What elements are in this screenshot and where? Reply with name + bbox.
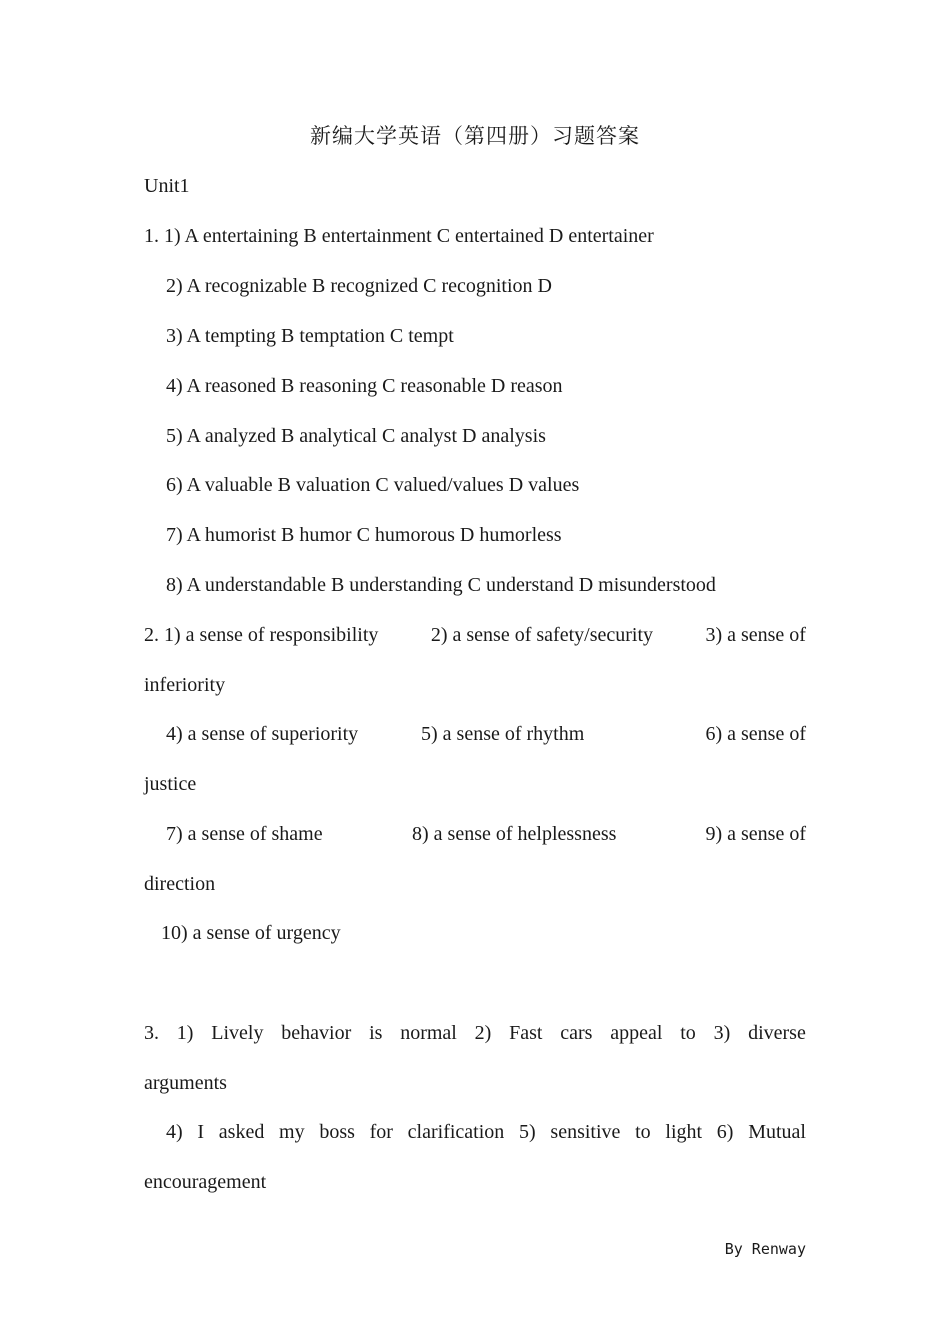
ex2-row-2-cont: justice bbox=[144, 773, 197, 795]
ex3-word: 4) bbox=[166, 1121, 183, 1143]
ex3-word: my bbox=[279, 1121, 305, 1143]
ex3-word: sensitive bbox=[550, 1121, 621, 1143]
ex1-line-4: 4) A reasoned B reasoning C reasonable D reason bbox=[166, 375, 563, 397]
ex2-item: 2) a sense of safety/security bbox=[430, 624, 653, 646]
ex2-item: 8) a sense of helplessness bbox=[412, 823, 617, 845]
ex3-row-1 bbox=[144, 1019, 806, 1047]
ex1-line-3: 3) A tempting B temptation C tempt bbox=[166, 325, 454, 347]
ex3-word: clarification bbox=[407, 1121, 505, 1143]
ex3-word: Mutual bbox=[748, 1121, 806, 1143]
ex3-word: boss bbox=[319, 1121, 355, 1143]
ex2-item: 7) a sense of shame bbox=[166, 823, 323, 845]
ex3-word: I bbox=[197, 1121, 205, 1143]
ex3-row-1-cont: arguments bbox=[144, 1072, 227, 1094]
ex3-word: to bbox=[680, 1022, 696, 1044]
ex3-word: appeal bbox=[610, 1022, 663, 1044]
ex1-line-2: 2) A recognizable B recognized C recognition D bbox=[166, 275, 552, 297]
ex3-word: normal bbox=[400, 1022, 457, 1044]
ex1-line-1: 1. 1) A entertaining B entertainment C entertained D entertainer bbox=[144, 225, 654, 247]
ex3-word: 5) bbox=[519, 1121, 536, 1143]
ex2-row-4: 10) a sense of urgency bbox=[161, 922, 341, 944]
ex2-item: 6) a sense of bbox=[705, 723, 806, 745]
ex1-line-8: 8) A understandable B understanding C understand D misunderstood bbox=[166, 574, 716, 596]
ex3-word: Fast bbox=[509, 1022, 543, 1044]
ex3-row-2 bbox=[166, 1118, 806, 1146]
ex2-item: 2. 1) a sense of responsibility bbox=[144, 624, 379, 646]
ex2-item: 5) a sense of rhythm bbox=[421, 723, 585, 745]
ex2-row-1 bbox=[144, 621, 806, 649]
ex3-word: is bbox=[369, 1022, 383, 1044]
ex3-word: Lively bbox=[211, 1022, 264, 1044]
ex1-line-6: 6) A valuable B valuation C valued/values D values bbox=[166, 474, 580, 496]
ex1-line-7: 7) A humorist B humor C humorous D humorless bbox=[166, 524, 562, 546]
ex3-word: cars bbox=[560, 1022, 593, 1044]
document-title: 新编大学英语（第四册）习题答案 bbox=[310, 124, 640, 148]
unit-heading: Unit1 bbox=[144, 175, 190, 197]
ex3-word: 3) bbox=[713, 1022, 731, 1044]
ex3-word: diverse bbox=[748, 1022, 806, 1044]
ex2-row-1-cont: inferiority bbox=[144, 674, 226, 696]
ex2-item: 9) a sense of bbox=[705, 823, 806, 845]
ex3-word: for bbox=[369, 1121, 393, 1143]
ex3-word: 1) bbox=[176, 1022, 194, 1044]
ex3-word: 6) bbox=[716, 1121, 734, 1143]
page-footer: By Renway bbox=[724, 1240, 806, 1258]
ex1-line-5: 5) A analyzed B analytical C analyst D analysis bbox=[166, 425, 546, 447]
ex3-word: 3. bbox=[144, 1022, 159, 1044]
ex2-item: 3) a sense of bbox=[705, 624, 806, 646]
ex3-row-2-cont: encouragement bbox=[144, 1171, 267, 1193]
ex3-word: asked bbox=[218, 1121, 265, 1143]
ex3-word: to bbox=[635, 1121, 651, 1143]
ex3-word: 2) bbox=[474, 1022, 492, 1044]
ex2-item: 4) a sense of superiority bbox=[166, 723, 359, 745]
ex2-row-3-cont: direction bbox=[144, 873, 216, 895]
ex3-word: behavior bbox=[281, 1022, 352, 1044]
ex3-word: light bbox=[665, 1121, 703, 1143]
